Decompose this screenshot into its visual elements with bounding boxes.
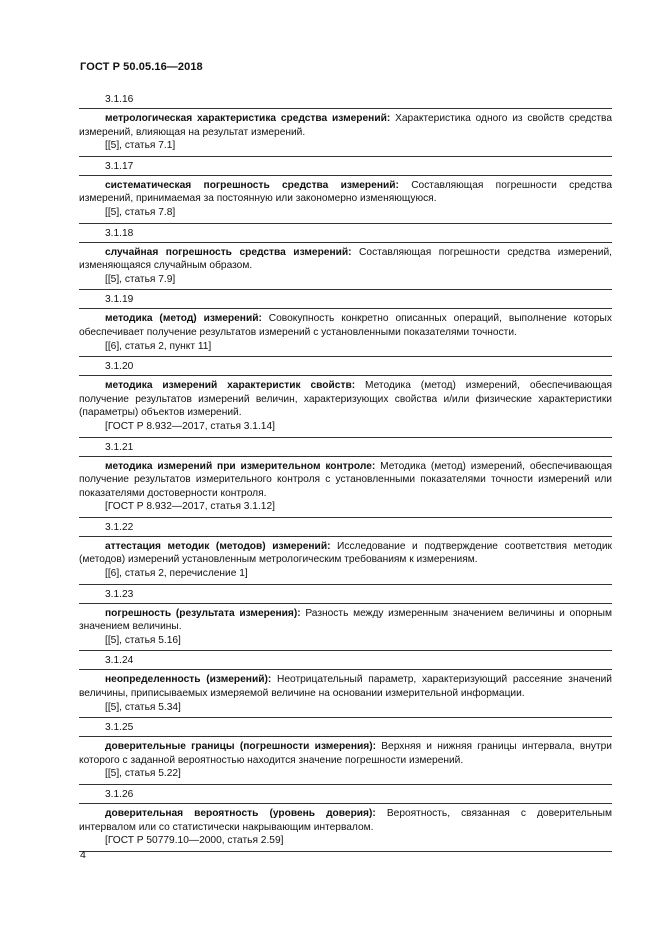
term-source: [[5], статья 5.22] (105, 768, 181, 780)
term-entry (79, 357, 612, 437)
term-definition: Разность между измеренным значением величины и опорным значением величины. (79, 607, 612, 633)
term-name: метрологическая характеристика средства измерений: (105, 113, 391, 124)
term-definition: Составляющая погрешности средства измерений, изменяющаяся случайным образом. (79, 246, 612, 272)
term-number: 3.1.25 (105, 722, 134, 734)
term-number: 3.1.16 (105, 94, 134, 105)
term-definition: Методика (метод) измерений, обеспечивающая получение результатов измерений величин, характеризующих свойства и/или физические характеристики (параметры) объектов измерений. (79, 380, 613, 419)
term-number: 3.1.17 (105, 160, 134, 172)
term-entry (79, 651, 612, 718)
term-name: методика измерений при измерительном контроле: (105, 460, 376, 472)
term-number: 3.1.24 (105, 655, 134, 667)
term-source: [[5], статья 5.34] (105, 701, 181, 713)
term-box (79, 108, 612, 157)
term-box (79, 736, 612, 785)
document-id: ГОСТ Р 50.05.16—2018 (80, 61, 203, 73)
term-number: 3.1.21 (105, 441, 134, 453)
term-box (79, 308, 612, 357)
term-number: 3.1.20 (105, 361, 134, 373)
term-entry (79, 785, 612, 852)
page-number: 4 (80, 849, 86, 861)
term-name: неопределенность (измерений): (105, 674, 272, 686)
term-entry (79, 585, 612, 652)
term-box (79, 669, 612, 718)
term-source: [[6], статья 2, перечисление 1] (105, 568, 248, 580)
term-entry (79, 157, 612, 224)
term-name: доверительные границы (погрешности измерения): (105, 741, 376, 753)
term-box (79, 375, 612, 437)
term-number: 3.1.23 (105, 588, 134, 600)
term-definition: Методика (метод) измерений, обеспечивающая получение результатов измерительного контроля с установленными показателями точности измерений или показателями достоверности контроля. (79, 460, 613, 499)
term-number: 3.1.22 (105, 521, 134, 533)
term-entry (79, 224, 612, 291)
term-definition: Исследование и подтверждение соответствия методик (методов) измерений установленным метрологическим требованиям к измерениям. (79, 540, 612, 566)
term-definition: Неотрицательный параметр, характеризующий рассеяние значений величины, приписываемых измеряемой величине на основании измерительной информации. (79, 674, 612, 700)
term-source: [ГОСТ Р 8.932—2017, статья 3.1.12] (105, 501, 275, 513)
term-entry (79, 518, 612, 585)
term-name: погрешность (результата измерения): (105, 607, 301, 619)
term-name: доверительная вероятность (уровень доверия): (105, 808, 376, 819)
term-source: [[6], статья 2, пункт 11] (105, 340, 212, 352)
term-entry (79, 90, 612, 157)
term-box (79, 175, 612, 224)
term-entry (79, 438, 612, 518)
term-number: 3.1.26 (105, 789, 134, 800)
term-source: [ГОСТ Р 8.932—2017, статья 3.1.14] (105, 420, 275, 432)
term-source: [[5], статья 7.9] (105, 273, 176, 285)
term-name: систематическая погрешность средства измерений: (105, 179, 399, 191)
term-definition: Верхняя и нижняя границы интервала, внутри которого с заданной вероятностью находится значение погрешности измерений. (79, 741, 612, 766)
term-box (79, 242, 612, 291)
term-name: методика измерений характеристик свойств: (105, 380, 356, 392)
term-number: 3.1.19 (105, 294, 134, 306)
term-box (79, 803, 612, 852)
term-number: 3.1.18 (105, 227, 134, 239)
term-name: случайная погрешность средства измерений: (105, 246, 352, 258)
term-definition: Составляющая погрешности средства измерений, принимаемая за постоянную или закономерно изменяющуюся. (79, 179, 612, 205)
term-entry (79, 290, 612, 357)
term-name: методика (метод) измерений: (105, 313, 262, 325)
term-entry (79, 718, 612, 785)
term-definition: Вероятность, связанная с доверительным интервалом или со статистически накрывающим интервалом. (79, 808, 612, 833)
term-name: аттестация методик (методов) измерений: (105, 540, 331, 552)
term-box (79, 456, 612, 518)
terms-list (79, 90, 612, 852)
term-definition: Характеристика одного из свойств средства измерений, влияющая на результат измерений. (79, 113, 613, 138)
term-box (79, 536, 612, 585)
term-source: [[5], статья 7.1] (105, 140, 176, 152)
term-definition: Совокупность конкретно описанных операций, выполнение которых обеспечивает получение результатов измерений с установленными показателями точности. (79, 313, 612, 338)
term-source: [[5], статья 5.16] (105, 634, 181, 646)
term-source: [ГОСТ Р 50779.10—2000, статья 2.59] (105, 835, 284, 847)
term-source: [[5], статья 7.8] (105, 206, 176, 218)
term-box (79, 603, 612, 652)
